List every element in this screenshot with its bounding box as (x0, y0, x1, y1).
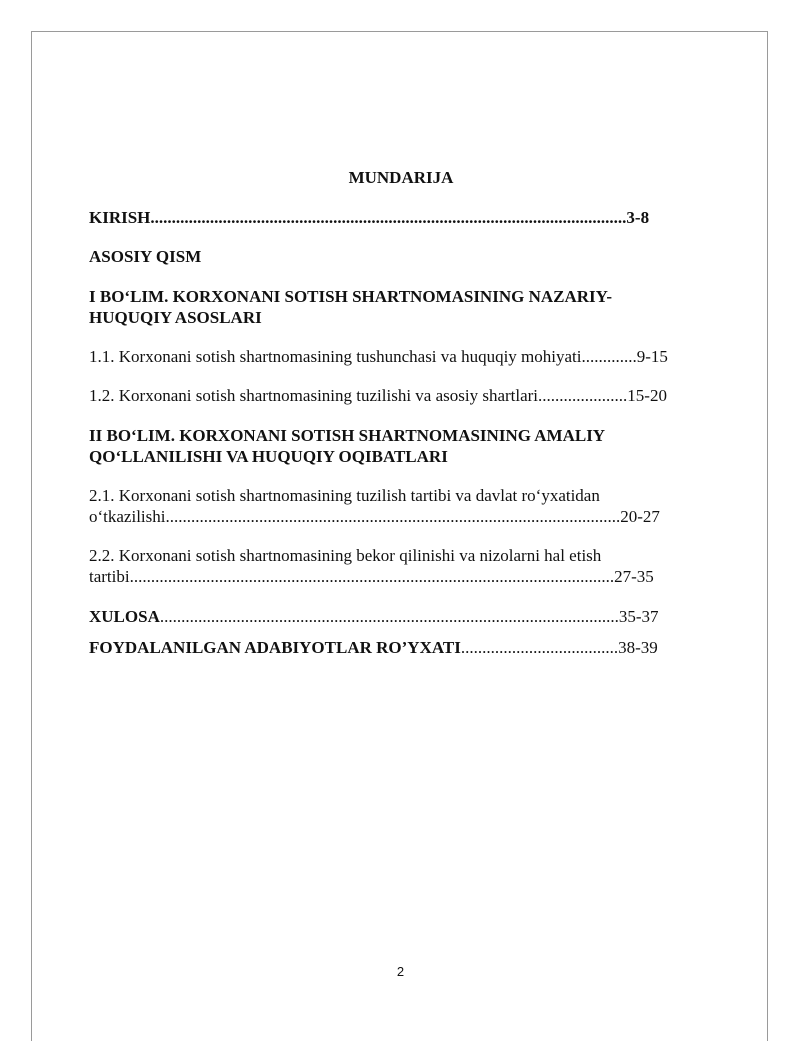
toc-entry-label: KIRISH (89, 208, 151, 227)
toc-entry-2-2 (89, 545, 654, 587)
toc-entry-1-1 (89, 346, 668, 367)
page-number: 2 (396, 964, 405, 979)
toc-leader-dots: ............................................................................................................ (159, 607, 619, 626)
toc-entry-label: XULOSA (89, 607, 160, 626)
toc-leader-dots: .................................................................................................................. (129, 567, 615, 586)
toc-page-range: 35-37 (618, 607, 659, 626)
toc-entry-2-1 (89, 485, 660, 527)
toc-part1-line1: I BO‘LIM. KORXONANI SOTISH SHARTNOMASINING NAZARIY- (89, 287, 613, 306)
toc-entry-1-2 (89, 385, 667, 406)
toc-section-asosiy: ASOSIY QISM (89, 247, 202, 266)
toc-leader-dots: ........................................................................................................... (165, 507, 621, 526)
toc-entry-text: 1.2. Korxonani sotish shartnomasining tuzilishi va asosiy shartlari (89, 386, 539, 405)
toc-leader-dots: ..................................... (460, 638, 619, 657)
document-page (31, 31, 768, 1041)
toc-leader-dots: ..................... (538, 386, 628, 405)
toc-leader-dots: ................................................................................................................ (150, 208, 627, 227)
toc-entry-kirish (89, 207, 649, 228)
toc-page-range: 27-35 (614, 567, 654, 586)
toc-page-range: 3-8 (626, 208, 650, 227)
toc-entry-text-line2: o‘tkazilishi (89, 507, 166, 526)
toc-page-range: 38-39 (618, 638, 658, 657)
toc-entry-text-line1: 2.2. Korxonani sotish shartnomasining bekor qilinishi va nizolarni hal etish (89, 546, 602, 565)
toc-entry-label: FOYDALANILGAN ADABIYOTLAR RO’YXATI (89, 638, 461, 657)
toc-page-range: 20-27 (620, 507, 660, 526)
toc-title: MUNDARIJA (348, 168, 454, 187)
toc-entry-xulosa (89, 606, 659, 627)
toc-part2-heading (89, 425, 605, 467)
toc-page-range: 15-20 (627, 386, 667, 405)
toc-entry-text: 1.1. Korxonani sotish shartnomasining tushunchasi va huquqiy mohiyati (89, 347, 582, 366)
toc-entry-text-line1: 2.1. Korxonani sotish shartnomasining tuzilish tartibi va davlat ro‘yxatidan (89, 486, 600, 505)
toc-leader-dots: ............. (581, 347, 637, 366)
toc-entry-adabiyot (89, 637, 658, 658)
toc-part2-line2: QO‘LLANILISHI VA HUQUQIY OQIBATLARI (89, 447, 448, 466)
toc-entry-text-line2: tartibi (89, 567, 130, 586)
toc-page-range: 9-15 (636, 347, 668, 366)
toc-part1-line2: HUQUQIY ASOSLARI (89, 308, 262, 327)
toc-part1-heading (89, 286, 612, 328)
toc-part2-line1: II BO‘LIM. KORXONANI SOTISH SHARTNOMASINING AMALIY (89, 426, 606, 445)
